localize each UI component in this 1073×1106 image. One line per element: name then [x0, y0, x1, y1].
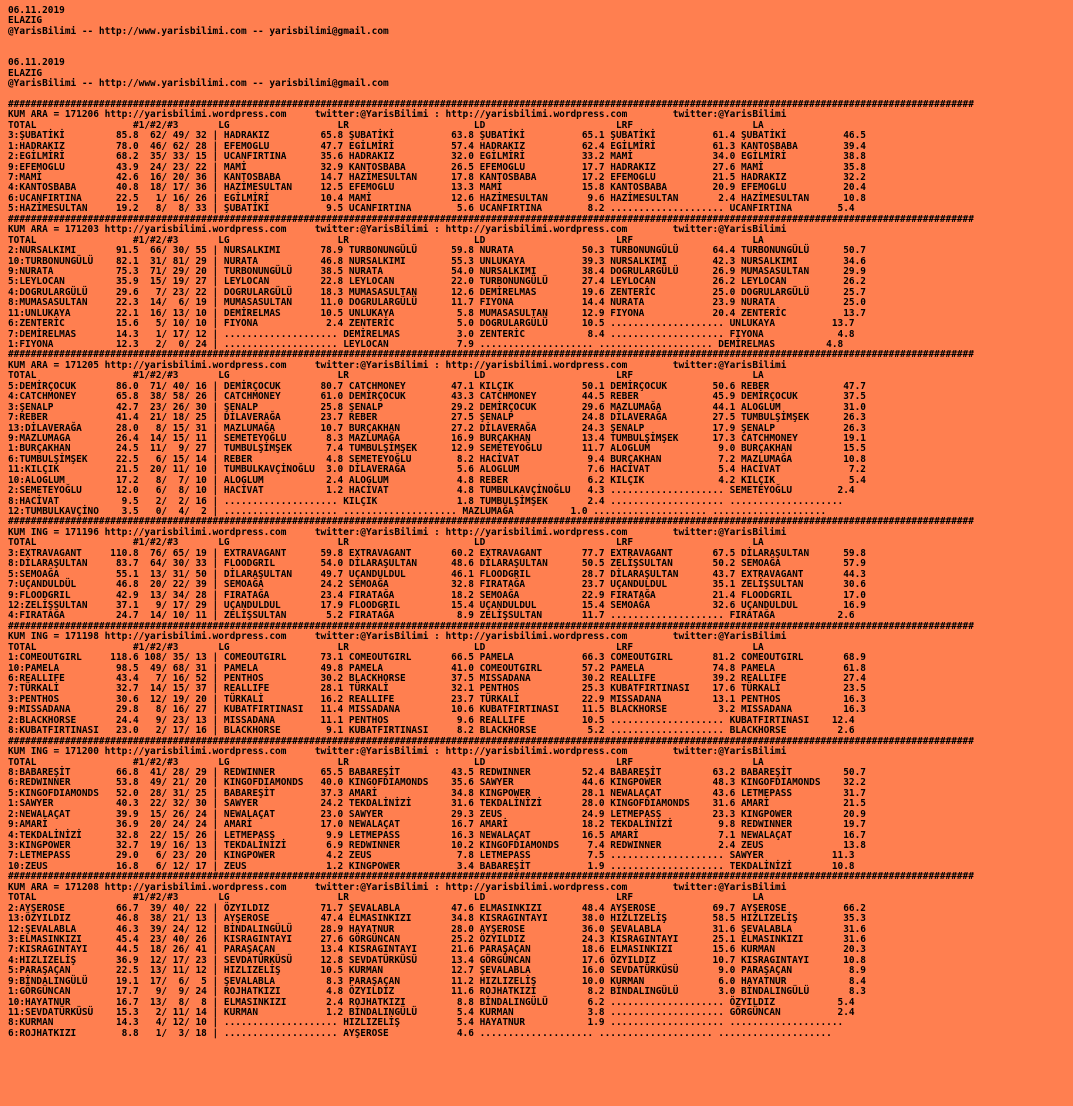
horse-row: 9:NURATA 75.3 71/ 29/ 20 | TURBONUNGÜLÜ 38.5 NURATA 54.0 NURSALKIMI 38.4 DOGRULARGÜLÜ 26.9 MUMASASULTAN 29.9	[8, 265, 866, 277]
horse-row: 6:UCANFIRTINA 22.5 1/ 16/ 26 | EGİLMİRİ 10.4 MAMİ 12.6 HAZİMESULTAN 9.6 HAZİMESULTAN 2.4 HAZİMESULTAN 10.8	[8, 192, 866, 204]
horse-row: 5:DEMİRÇOCUK 86.0 71/ 40/ 16 | DEMİRÇOCUK 80.7 CATCHMONEY 47.1 KILÇIK 50.1 DEMİRÇOCUK 50.6 REBER 47.7	[8, 380, 866, 392]
text-line: 06.11.2019	[8, 57, 65, 69]
horse-row: 2:SEMETEYOĞLU 12.0 6/ 8/ 10 | HACİVAT 1.2 HACİVAT 4.8 TUMBULKAVÇİNOĞLU 4.3 .................... SEMETEYOĞLU 2.4	[8, 485, 855, 497]
horse-row: 8:BABAREŞİT 66.8 41/ 28/ 29 | REDWINNER 65.5 BABAREŞİT 43.5 REDWINNER 52.4 BABAREŞİT 63.2 BABAREŞİT 50.7	[8, 766, 866, 778]
race-header: KUM ARA = 171208 http://yarisbilimi.wordpress.com twitter:@YarisBilimi : http://yarisbilimi.wordpress.com twitter:@YarisBilimi	[8, 881, 787, 893]
horse-row: 5:PARAŞAÇAN 22.5 13/ 11/ 12 | HIZLIZELİŞ 10.5 KURMAN 12.7 ŞEVALABLA 16.0 SEVDATÜRKÜSÜ 9.0 PARAŞAÇAN 8.9	[8, 965, 866, 977]
horse-row: 5:KINGOFDIAMONDS 52.0 28/ 31/ 25 | BABAREŞİT 37.3 AMARİ 34.8 KINGPOWER 28.1 NEWALAÇAT 43.6 LETMEPASS 31.7	[8, 787, 866, 799]
horse-row: 9:AMARİ 36.9 20/ 24/ 24 | AMARİ 17.0 NEWALAÇAT 16.7 AMARİ 18.2 TEKDALİNİZİ 9.8 REDWINNER 19.7	[8, 819, 866, 831]
horse-row: 9:MISSADANA 29.8 8/ 16/ 27 | KUBATFIRTINASI 11.4 MISSADANA 10.6 KUBATFIRTINASI 11.5 BLACKHORSE 3.2 MISSADANA 16.3	[8, 704, 866, 716]
horse-row: 6:REALLIFE 43.4 7/ 16/ 52 | PENTHOS 30.2 BLACKHORSE 37.5 MISSADANA 30.2 REALLIFE 39.2 REALLIFE 27.4	[8, 673, 866, 684]
horse-row: 11:KILÇIK 21.5 20/ 11/ 10 | TUMBULKAVÇİNOĞLU 3.0 DİLAVERAĞA 5.6 ALOGLUM 7.6 HACİVAT 5.4 HACİVAT 7.2	[8, 464, 866, 476]
horse-row: 4:TEKDALİNİZİ 32.8 22/ 15/ 26 | LETMEPASS 9.9 LETMEPASS 16.3 NEWALAÇAT 16.5 AMARİ 7.1 NEWALAÇAT 16.7	[8, 829, 866, 841]
horse-row: 3:ELMASINKIZI 45.4 23/ 40/ 26 | KISRAGINTAYI 27.6 GÖRGÜNCAN 25.2 ÖZYILDIZ 24.3 KISRAGINTAYI 25.1 ELMASINKIZI 31.6	[8, 933, 866, 945]
race-header: KUM ING = 171198 http://yarisbilimi.wordpress.com twitter:@YarisBilimi : http://yarisbilimi.wordpress.com twitter:@YarisBilimi	[8, 631, 787, 643]
column-header-row: TOTAL #1/#2/#3 LG LR LD LRF LA	[8, 892, 764, 904]
horse-row: 9:BİNDALINGÜLÜ 19.1 17/ 6/ 5 | ŞEVALABLA 8.3 PARAŞAÇAN 11.2 HIZLIZELİŞ 10.0 KURMAN 6.0 HAYATNUR 8.4	[8, 975, 866, 987]
horse-row: 13:DİLAVERAĞA 28.0 8/ 15/ 31 | MAZLUMAĞA 10.7 BURÇAKHAN 27.2 DİLAVERAĞA 24.3 ŞENALP 17.9 ŞENALP 26.3	[8, 422, 866, 434]
horse-row: 7:KISRAGINTAYI 44.5 18/ 26/ 41 | PARAŞAÇAN 13.4 KISRAGINTAYI 21.6 PARAŞAÇAN 18.6 ELMASINKIZI 15.6 KURMAN 20.3	[8, 944, 866, 956]
section-divider: ##########################################################################################################################################################################	[8, 871, 974, 883]
horse-row: 12:ZELİŞSULTAN 37.1 9/ 17/ 29 | UÇANDULDUL 17.9 FLOODGRIL 15.4 UÇANDULDUL 15.4 SEMOAĞA 32.6 UÇANDULDUL 16.9	[8, 599, 866, 611]
horse-row: 2:AYŞEROSE 66.7 39/ 40/ 22 | ÖZYILDIZ 71.7 ŞEVALABLA 47.6 ELMASINKIZI 48.4 AYŞEROSE 69.7 AYŞEROSE 66.2	[8, 902, 866, 914]
text-line: ELAZIG	[8, 15, 43, 27]
horse-row: 1:GÖRGÜNCAN 17.7 9/ 9/ 24 | ROJHATKIZI 4.8 ÖZYILDIZ 11.6 ROJHATKIZI 8.2 BİNDALINGÜLÜ 3.0 BİNDALINGÜLÜ 8.3	[8, 986, 866, 998]
horse-row: 1:COMEOUTGIRL 118.6 108/ 35/ 13 | COMEOUTGIRL 73.1 COMEOUTGIRL 66.5 PAMELA 66.3 COMEOUTGIRL 81.2 COMEOUTGIRL 68.9	[8, 652, 866, 664]
horse-row: 3:PENTHOS 30.6 12/ 19/ 20 | TÜRKALİ 16.2 REALLIFE 23.7 TÜRKALİ 22.9 MISSADANA 13.1 PENTHOS 16.3	[8, 693, 866, 705]
horse-row: 3:ŞUBATİKİ 85.8 62/ 49/ 32 | HADRAKIZ 65.8 ŞUBATİKİ 63.8 ŞUBATİKİ 65.1 ŞUBATİKİ 61.4 ŞUBATİKİ 46.5	[8, 130, 866, 142]
horse-row: 8:KUBATFIRTINASI 23.0 2/ 17/ 16 | BLACKHORSE 9.1 KUBATFIRTINASI 8.2 BLACKHORSE 5.2 .................... BLACKHORSE 2.6	[8, 725, 855, 737]
horse-row: 7:DEMİRELMAS 14.3 1/ 17/ 12 | .................... DEMİRELMAS 3.0 ZENTERİC 8.4 .................... FIYONA 4.8	[8, 328, 855, 340]
horse-row: 12:TUMBULKAVÇİNO 3.5 0/ 4/ 2 | .................... .................... MAZLUMAĞA 1.0 .................... ....................	[8, 506, 827, 517]
horse-row: 3:EXTRAVAGANT 110.8 76/ 65/ 19 | EXTRAVAGANT 59.8 EXTRAVAGANT 60.2 EXTRAVAGANT 77.7 EXTRAVAGANT 67.5 DİLARAŞULTAN 59.8	[8, 547, 866, 559]
horse-row: 7:TÜRKALİ 32.7 14/ 15/ 37 | REALLIFE 28.1 TÜRKALİ 32.1 PENTHOS 25.3 KUBATFIRTINASI 17.6 TÜRKALİ 23.5	[8, 683, 866, 695]
horse-row: 5:SEMOAĞA 55.1 13/ 31/ 50 | DİLARAŞULTAN 49.7 UÇANDULDUL 46.1 FLOODGRIL 28.7 DİLARAŞULTAN 43.7 EXTRAVAGANT 44.3	[8, 568, 866, 580]
race-header: KUM ARA = 171206 http://yarisbilimi.wordpress.com twitter:@YarisBilimi : http://yarisbilimi.wordpress.com twitter:@YarisBilimi	[8, 109, 787, 121]
horse-row: 11:SEVDATÜRKÜSÜ 15.3 2/ 11/ 14 | KURMAN 1.2 BİNDALINGÜLÜ 5.4 KURMAN 3.8 .................... GÖRGÜNCAN 2.4	[8, 1007, 855, 1018]
column-header-row: TOTAL #1/#2/#3 LG LR LD LRF LA	[8, 119, 764, 131]
blank-line	[8, 48, 1073, 58]
race-header: KUM ING = 171196 http://yarisbilimi.wordpress.com twitter:@YarisBilimi : http://yarisbilimi.wordpress.com twitter:@YarisBilimi	[8, 526, 787, 538]
column-header-row: TOTAL #1/#2/#3 LG LR LD LRF LA	[8, 641, 764, 653]
horse-row: 4:DOGRULARGÜLÜ 29.6 7/ 23/ 22 | DOGRULARGÜLÜ 18.3 MUMASASULTAN 12.6 DEMİRELMAS 19.6 ZENTERİC 25.0 DOGRULARGÜLÜ 25.7	[8, 286, 866, 298]
section-divider: ##########################################################################################################################################################################	[8, 213, 974, 225]
text-line: @YarisBilimi -- http://www.yarisbilimi.com -- yarisbilimi@gmail.com	[8, 25, 389, 37]
horse-row: 10:PAMELA 98.5 49/ 68/ 31 | PAMELA 49.8 PAMELA 41.0 COMEOUTGIRL 57.2 PAMELA 74.8 PAMELA 61.8	[8, 662, 866, 674]
horse-row: 1:SAWYER 40.3 22/ 32/ 30 | SAWYER 24.2 TEKDALİNİZİ 31.6 TEKDALİNİZİ 28.0 KINGOFDIAMONDS 31.6 AMARİ 21.5	[8, 798, 866, 810]
horse-row: 10:ZEUS 16.8 6/ 12/ 17 | ZEUS 1.2 KINGPOWER 3.4 BABAREŞİT 1.9 .................... TEKDALİNİZİ 10.8	[8, 860, 855, 872]
column-header-row: TOTAL #1/#2/#3 LG LR LD LRF LA	[8, 234, 764, 246]
horse-row: 11:UNLUKAYA 22.1 16/ 13/ 10 | DEMİRELMAS 10.5 UNLUKAYA 5.8 MUMASASULTAN 12.9 FIYONA 20.4 ZENTERİC 13.7	[8, 307, 866, 319]
horse-row: 2:NURSALKIMI 91.5 66/ 30/ 55 | NURSALKIMI 78.9 TURBONUNGÜLÜ 59.8 NURATA 50.3 TURBONUNGÜLÜ 64.4 TURBONUNGÜLÜ 50.7	[8, 245, 866, 257]
horse-row: 7:UÇANDULDÜL 46.8 20/ 22/ 39 | SEMOAĞA 24.2 SEMOAĞA 32.8 FIRATAĞA 23.7 UÇANDULDUL 35.1 ZELİŞSULTAN 30.6	[8, 579, 866, 591]
horse-row: 10:ALOGLUM 17.2 8/ 7/ 10 | ALOGLUM 2.4 ALOGLUM 4.8 REBER 6.2 KILÇIK 4.2 KILÇIK 5.4	[8, 474, 866, 486]
column-header-row: TOTAL #1/#2/#3 LG LR LD LRF LA	[8, 537, 764, 549]
horse-row: 7:MAMİ 42.6 16/ 20/ 36 | KANTOSBABA 14.7 HAZİMESULTAN 17.8 KANTOSBABA 17.2 EFEMOGLU 21.5 HADRAKIZ 32.2	[8, 172, 866, 183]
race-header: KUM ARA = 171205 http://yarisbilimi.wordpress.com twitter:@YarisBilimi : http://yarisbilimi.wordpress.com twitter:@YarisBilimi	[8, 359, 787, 371]
text-line: 06.11.2019	[8, 5, 65, 16]
horse-row: 3:ŞENALP 42.7 23/ 26/ 30 | ŞENALP 25.8 ŞENALP 29.2 DEMİRÇOCUK 29.6 MAZLUMAĞA 44.1 ALOGLUM 31.0	[8, 401, 866, 413]
section-divider: ##########################################################################################################################################################################	[8, 349, 974, 361]
horse-row: 1:FIYONA 12.3 2/ 0/ 24 | .................... LEYLOCAN 7.9 .................... .................... DEMİRELMAS 4.8	[8, 339, 844, 350]
horse-row: 8:KURMAN 14.3 4/ 12/ 10 | .................... HIZLIZELİŞ 5.4 HAYATNUR 1.9 .................... ....................	[8, 1017, 844, 1029]
race-header: KUM ARA = 171203 http://yarisbilimi.wordpress.com twitter:@YarisBilimi : http://yarisbilimi.wordpress.com twitter:@YarisBilimi	[8, 224, 787, 236]
horse-row: 4:CATCHMONEY 65.8 38/ 58/ 26 | CATCHMONEY 61.0 DEMİRÇOCUK 43.3 CATCHMONEY 44.5 REBER 45.9 DEMİRÇOCUK 37.5	[8, 391, 866, 403]
horse-row: 2:EGİLMİRİ 68.2 35/ 33/ 15 | UCANFIRTINA 35.6 HADRAKIZ 32.0 EGİLMİRİ 33.2 MAMİ 34.0 EGİLMİRİ 38.8	[8, 151, 866, 163]
horse-row: 4:HIZLIZELİŞ 36.9 12/ 17/ 23 | SEVDATÜRKÜSÜ 12.8 SEVDATÜRKÜSÜ 13.4 GÖRGÜNCAN 17.6 ÖZYILDIZ 10.7 KISRAGINTAYI 10.8	[8, 954, 866, 966]
horse-row: 9:FLOODGRIL 42.9 13/ 34/ 28 | FIRATAĞA 23.4 FIRATAĞA 18.2 SEMOAĞA 22.9 FIRATAĞA 21.4 FLOODGRIL 17.0	[8, 589, 866, 601]
horse-row: 7:LETMEPASS 29.0 6/ 23/ 20 | KINGPOWER 4.2 ZEUS 7.8 LETMEPASS 7.5 .................... SAWYER 11.3	[8, 850, 855, 862]
section-divider: ##########################################################################################################################################################################	[8, 620, 974, 632]
text-line: ELAZIG	[8, 67, 43, 79]
horse-row: 3:KINGPOWER 32.7 19/ 16/ 13 | TEKDALİNİZİ 6.9 REDWINNER 10.2 KINGOFDIAMONDS 7.4 REDWINNER 2.4 ZEUS 13.8	[8, 840, 866, 851]
horse-row: 12:ŞEVALABLA 46.3 39/ 24/ 12 | BİNDALINGÜLÜ 28.9 HAYATNUR 28.0 AYŞEROSE 36.0 ŞEVALABLA 31.6 ŞEVALABLA 31.6	[8, 923, 866, 935]
column-header-row: TOTAL #1/#2/#3 LG LR LD LRF LA	[8, 756, 764, 768]
horse-row: 8:MUMASASULTAN 22.3 14/ 6/ 19 | MUMASASULTAN 11.0 DOGRULARGÜLÜ 11.7 FIYONA 14.4 NURATA 23.9 NURATA 25.0	[8, 297, 866, 309]
horse-row: 1:HADRAKIZ 78.0 46/ 62/ 28 | EFEMOGLU 47.7 EGİLMİRİ 57.4 HADRAKIZ 62.4 EGİLMİRİ 61.3 KANTOSBABA 39.4	[8, 140, 866, 152]
horse-row: 10:TURBONUNGÜLÜ 82.1 31/ 81/ 29 | NURATA 46.8 NURSALKIMI 55.3 UNLUKAYA 39.3 NURSALKIMI 42.3 NURSALKIMI 34.6	[8, 255, 866, 267]
horse-row: 8:HACİVAT 9.5 2/ 2/ 16 | .................... KILÇIK 1.8 TUMBULŞİMŞEK 2.4 .................... ....................	[8, 495, 844, 507]
horse-row: 10:HAYATNUR 16.7 13/ 8/ 8 | ELMASINKIZI 2.4 ROJHATKIZI 8.8 BİNDALINGÜLÜ 6.2 .................... ÖZYILDIZ 5.4	[8, 996, 855, 1008]
section-divider: ##########################################################################################################################################################################	[8, 98, 974, 110]
horse-row: 6:ROJHATKIZI 8.8 1/ 3/ 18 | .................... AYŞEROSE 4.6 .................... .................... ....................	[8, 1027, 832, 1039]
horse-row: 13:ÖZYILDIZ 46.8 38/ 21/ 13 | AYŞEROSE 47.4 ELMASINKIZI 34.8 KISRAGINTAYI 38.0 HIZLIZELİŞ 58.5 HIZLIZELİŞ 35.3	[8, 913, 866, 925]
section-divider: ##########################################################################################################################################################################	[8, 516, 974, 528]
race-header: KUM ING = 171200 http://yarisbilimi.wordpress.com twitter:@YarisBilimi : http://yarisbilimi.wordpress.com twitter:@YarisBilimi	[8, 746, 787, 758]
horse-row: 1:BURÇAKHAN 24.5 11/ 9/ 27 | TUMBULŞİMŞEK 7.4 TUMBULŞİMŞEK 12.9 SEMETEYOĞLU 11.7 ALOGLUM 9.0 BURÇAKHAN 15.5	[8, 443, 866, 455]
horse-row: 6:REDWINNER 53.8 49/ 21/ 20 | KINGOFDIAMONDS 40.0 KINGOFDIAMONDS 35.6 SAWYER 44.6 KINGPOWER 48.3 KINGOFDIAMONDS 32.2	[8, 777, 866, 789]
horse-row: 8:DİLARAŞULTAN 83.7 64/ 30/ 33 | FLOODGRIL 54.0 DİLARAŞULTAN 48.6 DİLARAŞULTAN 50.5 ZELİŞSULTAN 50.2 SEMOAĞA 57.9	[8, 558, 866, 570]
horse-row: 9:MAZLUMAGA 26.4 14/ 15/ 11 | SEMETEYOĞLU 8.3 MAZLUMAĞA 16.9 BURÇAKHAN 13.4 TUMBULŞİMŞEK 17.3 CATCHMONEY 19.1	[8, 432, 866, 444]
horse-row: 2:BLACKHORSE 24.4 9/ 23/ 13 | MISSADANA 11.1 PENTHOS 9.6 REALLIFE 10.5 .................... KUBATFIRTINASI 12.4	[8, 714, 855, 726]
horse-row: 2:NEWALAÇAT 39.9 15/ 26/ 24 | NEWALAÇAT 23.0 SAWYER 29.3 ZEUS 24.9 LETMEPASS 23.3 KINGPOWER 20.9	[8, 808, 866, 820]
horse-row: 6:ZENTERİC 15.6 5/ 10/ 10 | FIYONA 2.4 ZENTERİC 5.0 DOGRULARGÜLÜ 10.5 .................... UNLUKAYA 13.7	[8, 318, 855, 330]
text-line: @YarisBilimi -- http://www.yarisbilimi.com -- yarisbilimi@gmail.com	[8, 78, 389, 90]
horse-row: 6:TUMBULŞİMŞEK 22.5 6/ 15/ 14 | REBER 4.8 SEMETEYOĞLU 8.2 HACİVAT 9.4 BURÇAKHAN 7.2 MAZLUMAĞA 10.8	[8, 453, 866, 465]
blank-line	[8, 37, 1073, 47]
column-header-row: TOTAL #1/#2/#3 LG LR LD LRF LA	[8, 370, 764, 382]
horse-row: 4:FIRATAĞA 24.7 14/ 10/ 11 | ZELİŞSULTAN 5.2 FIRATAĞA 8.9 ZELİŞSULTAN 11.7 .................... FIRATAĞA 2.6	[8, 610, 855, 622]
horse-row: 4:KANTOSBABA 40.8 18/ 17/ 36 | HAZİMESULTAN 12.5 EFEMOGLU 13.3 MAMİ 15.8 KANTOSBABA 20.9 EFEMOGLU 20.4	[8, 182, 866, 194]
horse-row: 5:HAZİMESULTAN 19.2 8/ 8/ 33 | ŞUBATİKİ 9.5 UCANFIRTINA 5.6 UCANFIRTINA 8.2 .................... UCANFIRTINA 5.4	[8, 203, 855, 215]
section-divider: ##########################################################################################################################################################################	[8, 735, 974, 747]
horse-row: 7:REBER 41.4 21/ 18/ 25 | DİLAVERAĞA 23.7 REBER 27.5 ŞENALP 24.8 DİLAVERAĞA 27.5 TUMBULŞİMŞEK 26.3	[8, 412, 866, 424]
horse-row: 9:EFEMOGLU 43.9 24/ 23/ 22 | MAMİ 32.9 KANTOSBABA 26.5 EFEMOGLU 17.7 HADRAKIZ 27.6 MAMİ 35.8	[8, 161, 866, 173]
horse-row: 5:LEYLOCAN 35.9 15/ 19/ 27 | LEYLOCAN 22.8 LEYLOCAN 22.0 TURBONUNGÜLÜ 27.4 LEYLOCAN 26.2 LEYLOCAN 26.2	[8, 276, 866, 288]
